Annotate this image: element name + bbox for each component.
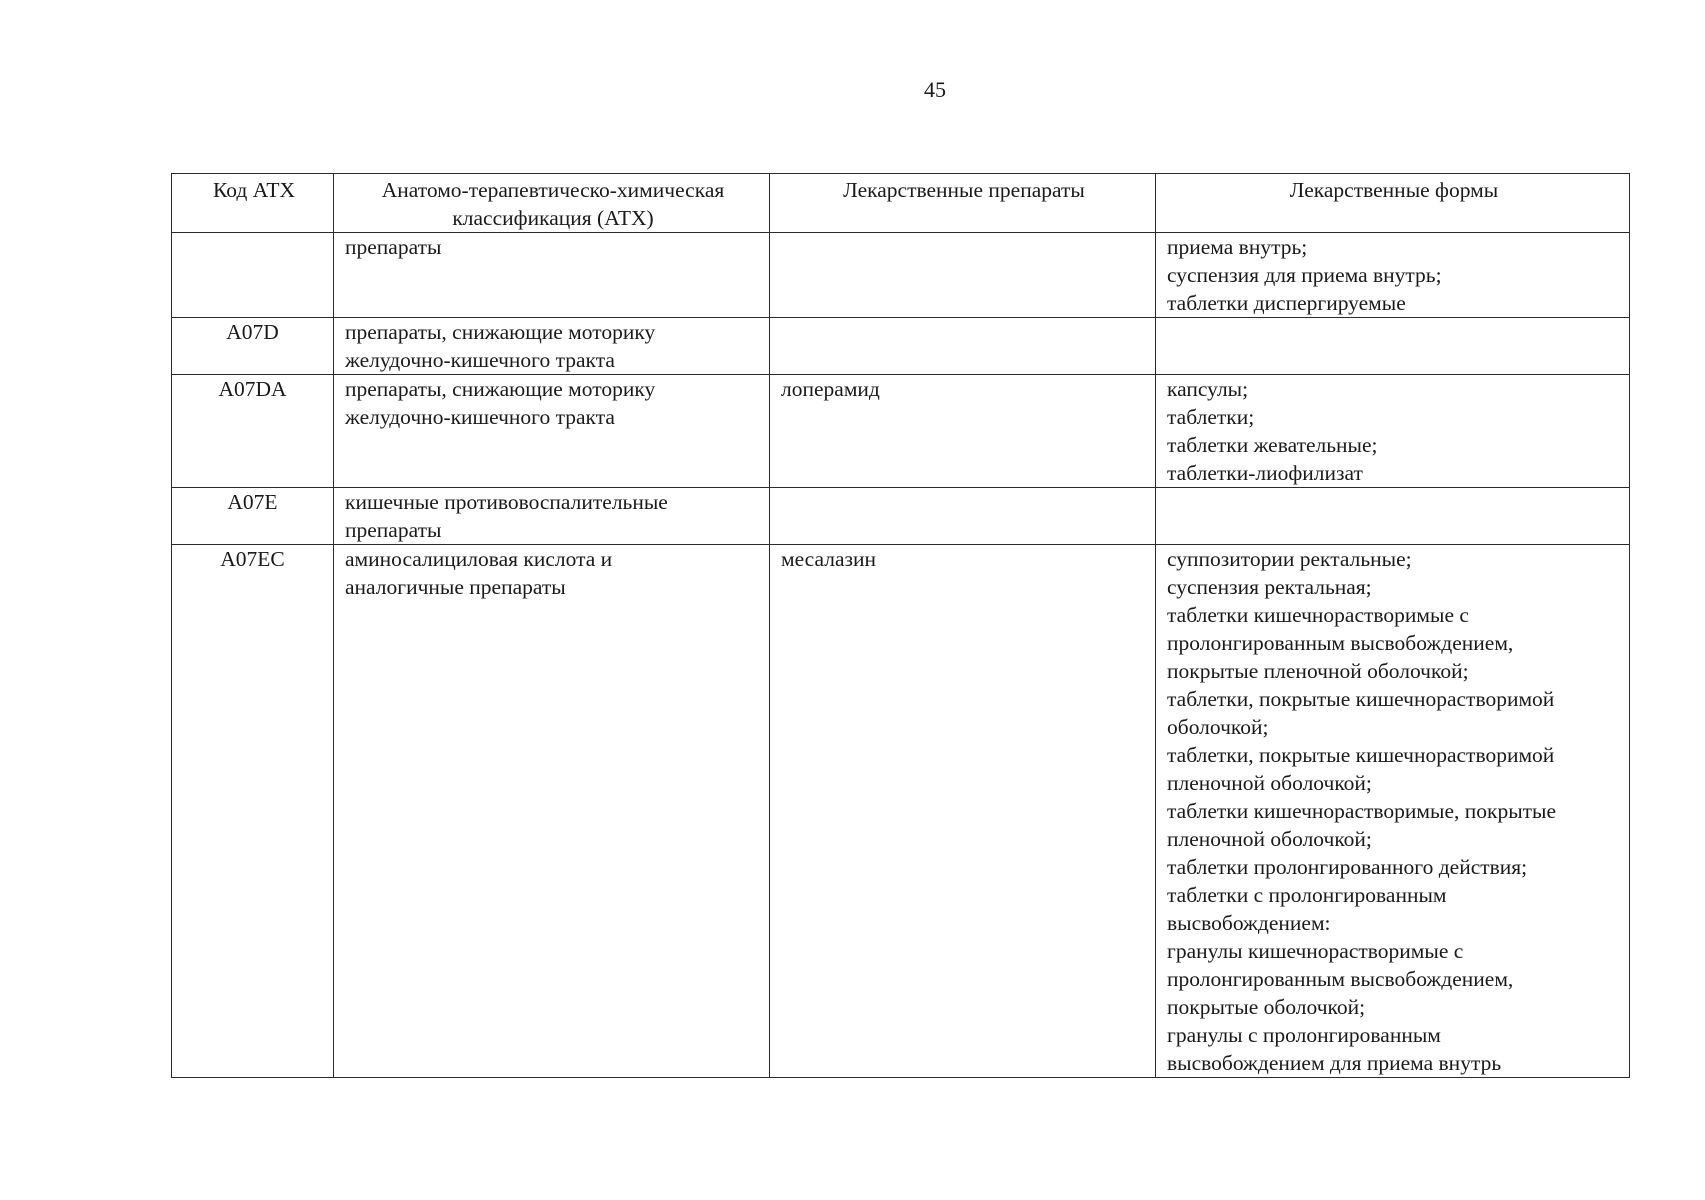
dosage-form-line: покрытые пленочной оболочкой;: [1167, 659, 1469, 683]
classification-line: препараты, снижающие моторику: [345, 377, 656, 401]
dosage-forms-cell: [1156, 545, 1630, 1078]
table-row: [172, 318, 1630, 375]
dosage-form-line: капсулы;: [1167, 377, 1249, 401]
page-number: 45: [924, 77, 946, 102]
drugs-cell: [770, 233, 1156, 318]
dosage-form-line: гранулы кишечнорастворимые с: [1167, 939, 1464, 963]
dosage-form-line: таблетки, покрытые кишечнорастворимой: [1167, 743, 1555, 767]
classification-line: препараты: [345, 518, 442, 542]
dosage-form-line: покрытые оболочкой;: [1167, 995, 1366, 1019]
classification-line: желудочно-кишечного тракта: [345, 405, 615, 429]
drugs-cell: [770, 375, 1156, 488]
dosage-form-line: высвобождением:: [1167, 911, 1331, 935]
dosage-form-line: приема внутрь;: [1167, 235, 1308, 259]
dosage-form-line: таблетки диспергируемые: [1167, 291, 1406, 315]
drugs-cell: [770, 488, 1156, 545]
dosage-form-line: таблетки с пролонгированным: [1167, 883, 1447, 907]
dosage-form-line: таблетки кишечнорастворимые, покрытые: [1167, 799, 1557, 823]
classification-line: препараты: [345, 235, 442, 259]
dosage-form-line: таблетки;: [1167, 405, 1255, 429]
classification-cell: [334, 488, 770, 545]
atc-code-cell: A07E: [172, 488, 334, 545]
header-atc-code: Код АТХ: [172, 174, 334, 233]
atc-code-cell: A07DA: [172, 375, 334, 488]
classification-line: препараты, снижающие моторику: [345, 320, 656, 344]
classification-line: аналогичные препараты: [345, 575, 566, 599]
table-row: [172, 545, 1630, 1078]
classification-line: желудочно-кишечного тракта: [345, 348, 615, 372]
drugs-cell: [770, 545, 1156, 1078]
dosage-form-line: суспензия для приема внутрь;: [1167, 263, 1442, 287]
dosage-form-line: таблетки жевательные;: [1167, 433, 1378, 457]
classification-line: аминосалициловая кислота и: [345, 547, 613, 571]
atc-code-cell: A07EC: [172, 545, 334, 1078]
dosage-form-line: таблетки, покрытые кишечнорастворимой: [1167, 687, 1555, 711]
classification-cell: [334, 375, 770, 488]
atc-code-cell: [172, 233, 334, 318]
drugs-cell: [770, 318, 1156, 375]
dosage-form-line: пленочной оболочкой;: [1167, 771, 1372, 795]
dosage-forms-cell: [1156, 488, 1630, 545]
atc-code-cell: A07D: [172, 318, 334, 375]
dosage-forms-cell: [1156, 233, 1630, 318]
dosage-form-line: суспензия ректальная;: [1167, 575, 1372, 599]
classification-cell: [334, 318, 770, 375]
dosage-form-line: таблетки пролонгированного действия;: [1167, 855, 1528, 879]
table-row: [172, 375, 1630, 488]
header-drugs: Лекарственные препараты: [770, 174, 1156, 233]
dosage-form-line: высвобождением для приема внутрь: [1167, 1051, 1502, 1075]
drug-name: месалазин: [781, 547, 876, 571]
table-header-row: [172, 174, 1630, 233]
classification-cell: [334, 545, 770, 1078]
dosage-form-line: пленочной оболочкой;: [1167, 827, 1372, 851]
dosage-form-line: гранулы с пролонгированным: [1167, 1023, 1441, 1047]
atc-table: [171, 173, 1630, 1078]
dosage-form-line: таблетки кишечнорастворимые с: [1167, 603, 1469, 627]
dosage-form-line: пролонгированным высвобождением,: [1167, 967, 1514, 991]
header-atc-classification: Анатомо-терапевтическо-химическая классификация (АТХ): [334, 174, 770, 233]
dosage-forms-cell: [1156, 318, 1630, 375]
dosage-form-line: пролонгированным высвобождением,: [1167, 631, 1514, 655]
header-dosage-forms: Лекарственные формы: [1156, 174, 1630, 233]
classification-line: кишечные противовоспалительные: [345, 490, 668, 514]
dosage-forms-cell: [1156, 375, 1630, 488]
table-row: [172, 233, 1630, 318]
dosage-form-line: оболочкой;: [1167, 715, 1269, 739]
dosage-form-line: таблетки-лиофилизат: [1167, 461, 1363, 485]
drug-name: лоперамид: [781, 377, 880, 401]
dosage-form-line: суппозитории ректальные;: [1167, 547, 1412, 571]
classification-cell: [334, 233, 770, 318]
table-row: [172, 488, 1630, 545]
